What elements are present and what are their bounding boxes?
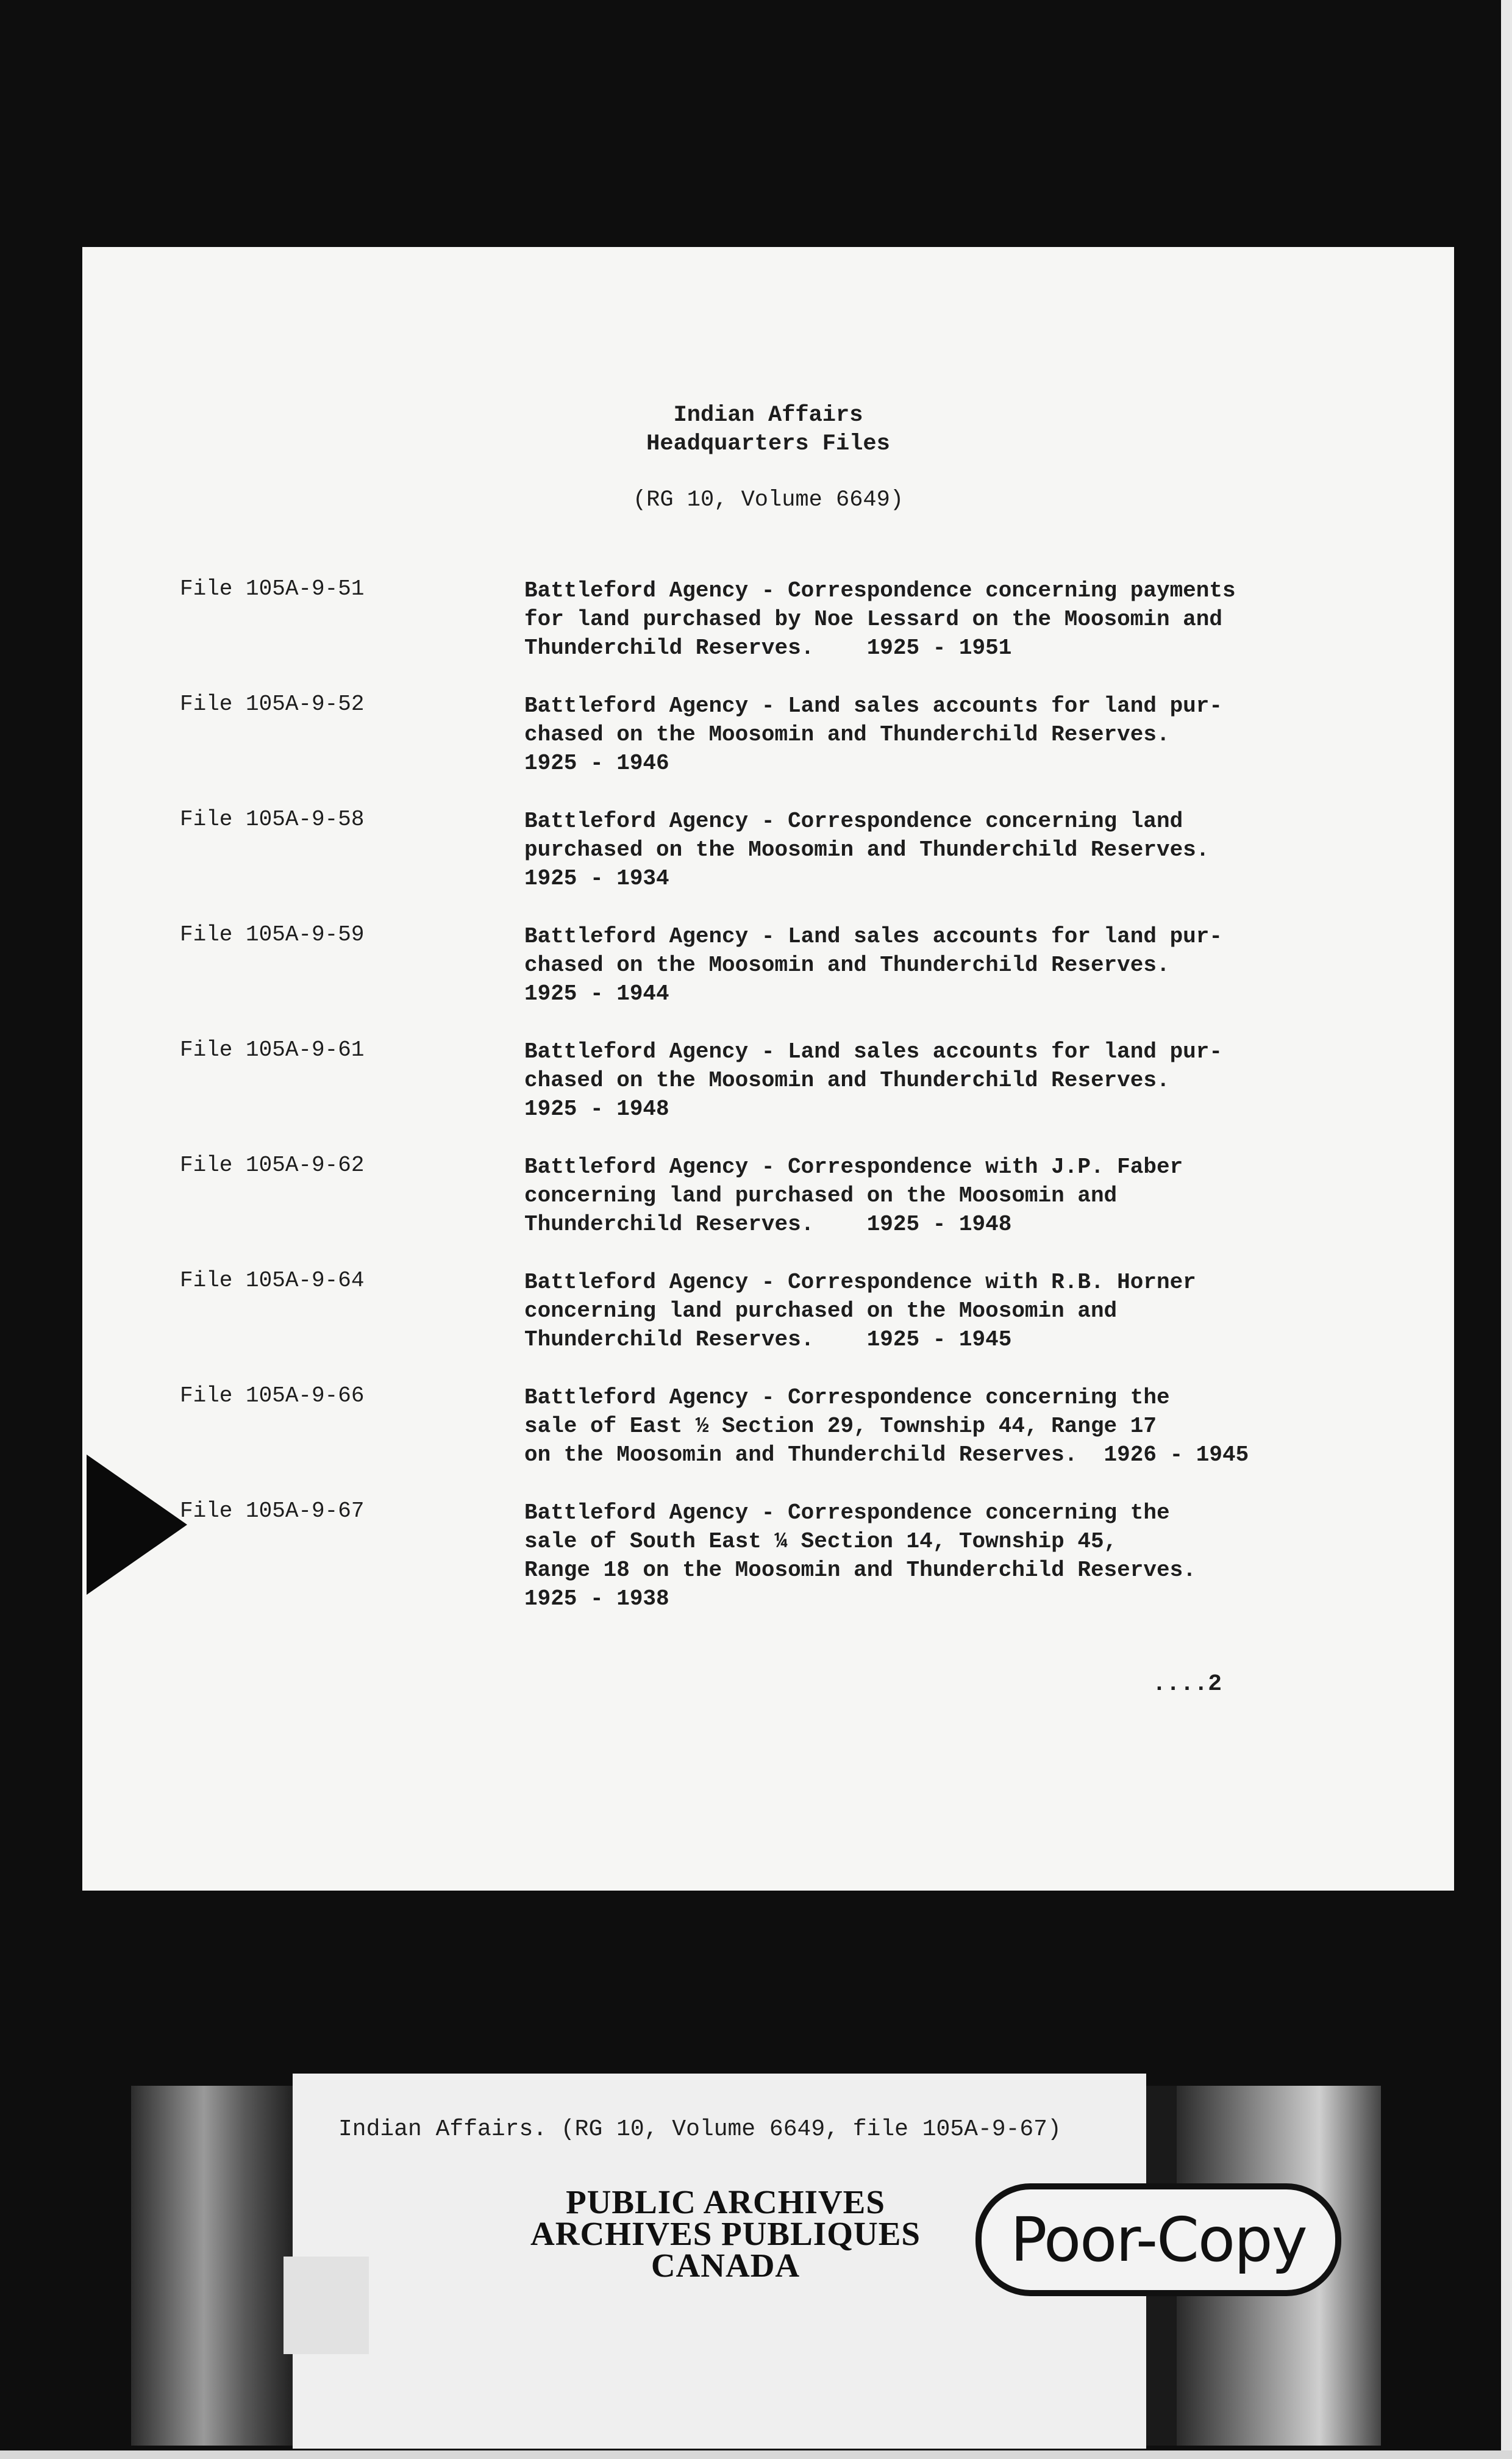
- list-item: [82, 1037, 1454, 1147]
- file-description: Battleford Agency - Correspondence with R.B. Horner concerning land purchased on the Moosomin and Thunderchild Reserves. 1925 - 1945: [524, 1270, 1196, 1352]
- file-number: File 105A-9-66: [180, 1383, 365, 1408]
- film-edge-right: [1501, 0, 1512, 2459]
- list-item: [82, 692, 1454, 801]
- label-caption: Indian Affairs. (RG 10, Volume 6649, file 105A-9-67): [338, 2116, 1061, 2142]
- file-description: Battleford Agency - Correspondence concerning payments for land purchased by Noe Lessard on the Moosomin and Thunderchild Reserves. 1925 - 1951: [524, 578, 1236, 660]
- list-item: [82, 1268, 1454, 1378]
- stamp-line-1: PUBLIC ARCHIVES: [566, 2183, 885, 2221]
- list-item: [82, 1153, 1454, 1262]
- header-subtitle: Headquarters Files: [646, 431, 890, 457]
- list-item: [82, 1498, 1454, 1611]
- file-number: File 105A-9-51: [180, 576, 365, 601]
- strip-left-texture: [131, 2086, 293, 2446]
- file-number: File 105A-9-67: [180, 1498, 365, 1523]
- file-number: File 105A-9-62: [180, 1153, 365, 1178]
- document-page: [82, 247, 1454, 1891]
- stamp-line-3: CANADA: [651, 2247, 801, 2284]
- file-number: File 105A-9-64: [180, 1268, 365, 1293]
- archives-stamp: [512, 2183, 939, 2284]
- file-number: File 105A-9-52: [180, 692, 365, 717]
- page-number: ....2: [1152, 1671, 1222, 1697]
- poor-copy-text: Poor-Copy: [1010, 2204, 1307, 2275]
- header-volume: (RG 10, Volume 6649): [632, 487, 904, 513]
- list-item: [82, 1383, 1454, 1493]
- film-edge-bottom: [0, 2450, 1512, 2459]
- file-number: File 105A-9-58: [180, 807, 365, 832]
- list-item: [82, 807, 1454, 917]
- file-number: File 105A-9-59: [180, 922, 365, 947]
- file-description: Battleford Agency - Land sales accounts for land pur- chased on the Moosomin and Thunderchild Reserves. 1925 - 1944: [524, 924, 1222, 1006]
- stamp-line-2: ARCHIVES PUBLIQUES: [530, 2215, 921, 2252]
- file-description: Battleford Agency - Correspondence concerning the sale of South East ¼ Section 14, Township 45, Range 18 on the Moosomin and Thunderchild Reserves. 1925 - 1938: [524, 1500, 1196, 1611]
- file-description: Battleford Agency - Correspondence with J.P. Faber concerning land purchased on the Moosomin and Thunderchild Reserves. 1925 - 1948: [524, 1154, 1183, 1237]
- arrow-pointer-icon: [87, 1455, 187, 1595]
- header-title: Indian Affairs: [673, 403, 863, 428]
- file-description: Battleford Agency - Correspondence concerning the sale of East ½ Section 29, Township 44, Range 17 on the Moosomin and Thunderchild Reserves. 1926 - 1945: [524, 1385, 1249, 1467]
- file-description: Battleford Agency - Correspondence concerning land purchased on the Moosomin and Thunderchild Reserves. 1925 - 1934: [524, 809, 1210, 891]
- file-description: Battleford Agency - Land sales accounts for land pur- chased on the Moosomin and Thunderchild Reserves. 1925 - 1946: [524, 693, 1222, 776]
- label-tab: [284, 2257, 369, 2354]
- list-item: [82, 576, 1454, 686]
- poor-copy-stamp: [975, 2183, 1341, 2296]
- list-item: [82, 922, 1454, 1032]
- file-number: File 105A-9-61: [180, 1037, 365, 1062]
- file-description: Battleford Agency - Land sales accounts for land pur- chased on the Moosomin and Thunderchild Reserves. 1925 - 1948: [524, 1039, 1222, 1122]
